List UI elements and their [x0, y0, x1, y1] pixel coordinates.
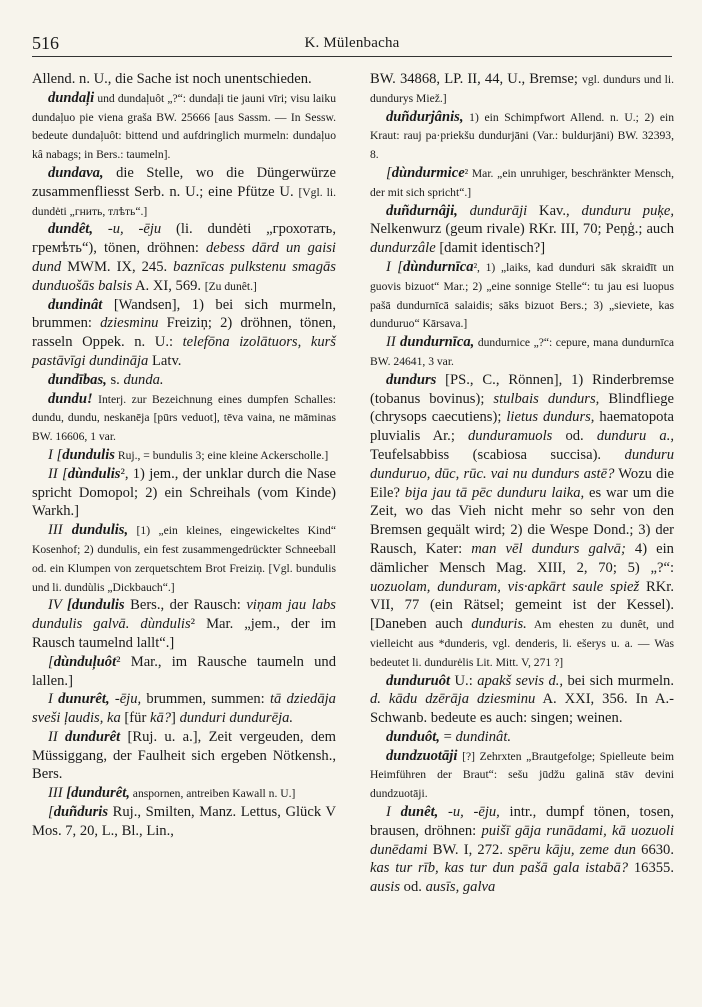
- entry-text: [damit identisch?]: [435, 240, 546, 257]
- entry-text: [: [48, 804, 54, 821]
- right-column: [370, 70, 674, 897]
- page-number: 516: [32, 33, 59, 53]
- headword: dùndulis: [67, 465, 121, 482]
- entry-text: bija jau tā pēc dunduru laika,: [404, 484, 585, 501]
- dictionary-entry: [370, 70, 674, 108]
- dictionary-entry: [370, 202, 674, 258]
- entry-text: [Ruj. u. a.], Zeit vergeuden, dem Müssiggang, der Faulheit sich ergeben Nötkensh., Bers.: [32, 728, 336, 783]
- entry-text: ², 1) „laiks, kad dunduri sāk skraidīt un guovis bizuot“ Mar.; 2) „eine sonnige Stelle“: tu jau esi luopus pašā dundurnīcā salaidis; sāks bizuot Bers.; 3) „sieviete, kas dunduruo“ Kārsava.]: [370, 260, 674, 331]
- running-head: K. Mülenbacha: [304, 35, 400, 51]
- entry-text: [93, 221, 108, 237]
- entry-text: [für: [120, 710, 150, 727]
- entry-text: Ruj., = bundulis 3; eine kleine Ackerscholle.]: [114, 448, 329, 462]
- entry-text: lietus dundurs,: [506, 409, 595, 426]
- entry-text: [Vgl. li. dundėti „гнить, тлѣть“.]: [32, 185, 337, 218]
- entry-text: BW. I, 272.: [427, 841, 509, 858]
- headword: dundības,: [48, 371, 107, 388]
- entry-text: Bers., der Rausch:: [124, 597, 247, 614]
- headword: duñdurnâji,: [386, 202, 458, 219]
- entry-text: -u, -ēju: [107, 221, 162, 238]
- entry-text: BW. 34868, LP. II, 44, U., Bremse;: [370, 71, 583, 87]
- dictionary-entry: [370, 747, 674, 803]
- entry-text: A. XI, 569.: [132, 277, 205, 294]
- entry-text: stulbais dundurs,: [493, 390, 600, 407]
- dictionary-entry: [32, 296, 336, 371]
- entry-text: Am ehesten zu dunêt, und vielleicht aus *dunderis, vgl. denderis, li. ešerys u. a. — Was bedeutet li. dundurėlis Lit. Mitt. V, 271 ?]: [370, 618, 674, 669]
- headword: dùnduļuôt: [53, 653, 117, 670]
- headword: dundu!: [48, 390, 93, 407]
- dictionary-entry: [32, 89, 336, 164]
- entry-text: spēru kāju, zeme dun: [508, 841, 636, 858]
- entry-text: [: [386, 164, 392, 181]
- entry-text: Nelkenwurz (geum rivale) RKr. III, 70; Peņģ.; auch: [370, 221, 674, 238]
- dictionary-entry: [370, 164, 674, 202]
- dictionary-entry: [32, 446, 336, 465]
- entry-text: Kav.,: [527, 202, 582, 219]
- entry-text: -ēju,: [114, 691, 142, 708]
- entry-text: I: [48, 691, 59, 708]
- entry-text: dundurzâle: [370, 240, 436, 257]
- entry-text: MWM. IX, 245.: [61, 258, 174, 275]
- entry-text: dunduru a.,: [596, 428, 674, 445]
- entry-text: uozuolam, dunduram, vis·apkārt saule spiež: [370, 578, 640, 595]
- entry-text: dundurāji: [469, 202, 528, 219]
- entry-text: Freiziņ; 2) dröhnen, tönen, rasseln Oppek. n. U.:: [32, 315, 336, 351]
- entry-text: III: [48, 522, 72, 539]
- headword: dundêt,: [48, 221, 94, 238]
- dictionary-entry: [32, 70, 336, 89]
- entry-text: dunduramuols: [468, 428, 553, 445]
- dictionary-entry: [32, 653, 336, 691]
- entry-text: d. kādu dzērāja dziesminu: [370, 691, 536, 708]
- dictionary-entry: [32, 521, 336, 596]
- headword: [dundurêt,: [66, 785, 130, 802]
- entry-text: [458, 203, 470, 219]
- headword: dundurs: [386, 371, 437, 388]
- entry-text: Teufelsabbiss (scabiosa succisa).: [370, 446, 625, 463]
- entry-text: 4) ein dämlicher Mensch Mag. XIII, 2, 70; 5) „?“:: [370, 540, 674, 576]
- headword: dùndurnīca: [402, 258, 474, 275]
- entry-text: ² Mar. „ein unruhiger, beschränkter Mensch, der mit sich spricht“.]: [370, 166, 674, 199]
- dictionary-entry: [370, 803, 674, 897]
- dictionary-entry: [32, 220, 336, 295]
- headword: dundinât: [48, 296, 103, 313]
- entry-text: ² Mar. „jem., der im Rausch taumelnd lallt“.]: [32, 616, 336, 651]
- headword: dundulis: [62, 446, 115, 463]
- entry-text: [PS., C., Rönnen], 1) Rinderbremse (tobanus bovinus);: [370, 371, 674, 407]
- dictionary-entry: [32, 728, 336, 784]
- left-column: [32, 70, 336, 841]
- entry-text: Blindfliege (chrysops caecutiens);: [370, 390, 674, 426]
- headword: dundzuotāji: [386, 747, 458, 764]
- entry-text: dunduris.: [471, 616, 527, 633]
- dictionary-entry: [32, 371, 336, 390]
- entry-text: s.: [106, 371, 124, 388]
- entry-text: dziesminu: [100, 315, 159, 332]
- page-header: [32, 32, 672, 57]
- entry-text: puišī gāja runādami, kā uozuoli dunēdami: [370, 822, 674, 858]
- headword: dùndurmice: [391, 164, 465, 181]
- entry-text: I [: [48, 446, 63, 463]
- entry-text: brummen, summen:: [141, 691, 270, 708]
- entry-text: bei sich murmeln.: [563, 672, 674, 689]
- dictionary-entry: [370, 672, 674, 728]
- headword: dundulis,: [71, 522, 129, 539]
- entry-text: 1) ein Schimpfwort Allend. n. U.; 2) ein Kraut: rauj pa·priekšu dundurjāni (Var.: buldurjāni) BW. 32393, 8.: [370, 110, 674, 162]
- entry-text: III: [48, 785, 67, 802]
- entry-text: haematopota pluvialis Ar.;: [370, 409, 674, 445]
- headword: dunduruôt: [386, 672, 451, 689]
- entry-text: -u, -ēju,: [447, 804, 500, 821]
- entry-text: Wozu die Eile?: [370, 465, 674, 501]
- dictionary-entry: [32, 596, 336, 652]
- entry-text: debess dārd un gaisi dund: [32, 240, 336, 275]
- dictionary-entry: [32, 784, 336, 803]
- entry-text: es war um die Zeit, wo das Vieh nicht mehr so sehr von den Bremsen gequält wird; 2) die Wespe Dond.; 3) der Rausch, Kater:: [370, 484, 674, 557]
- headword: dundava,: [48, 164, 104, 181]
- headword: dundurnīca,: [400, 334, 475, 351]
- entry-text: anspornen, antreiben Kawall n. U.]: [129, 787, 296, 801]
- entry-text: [: [48, 653, 54, 670]
- headword: dundurêt: [65, 728, 121, 745]
- headword: [dundulis: [67, 597, 125, 614]
- entry-text: ², 1) jem., der unklar durch die Nase spricht Domopol; 2) ein Schreihals (vom Kinde) Warkh.]: [32, 465, 336, 520]
- entry-text: intr., dumpf tönen, tosen, brausen, dröhnen:: [370, 804, 674, 839]
- entry-text: ausīs, galva: [425, 879, 496, 896]
- entry-text: dunduri dundurēja.: [179, 710, 294, 727]
- entry-text: Allend. n. U., die Sache ist noch unentschieden.: [32, 71, 312, 87]
- entry-text: die Stelle, wo die Düngerwürze zusammenfliesst Serb. n. U.; eine Pfütze U.: [32, 164, 336, 200]
- dictionary-entry: [32, 803, 336, 841]
- headword: dunurêt,: [58, 691, 110, 708]
- entry-text: I: [386, 804, 401, 821]
- entry-text: tā dziedāja sveši ļaudis, ka: [32, 691, 336, 727]
- entry-text: [Wandsen], 1) bei sich murmeln, brummen:: [32, 296, 336, 332]
- dictionary-entry: [370, 258, 674, 333]
- entry-text: I [: [386, 258, 403, 275]
- entry-text: dundinât.: [455, 728, 512, 745]
- entry-text: Ruj., Smilten, Manz. Lettus, Glück V Mos. 7, 20, L., Bl., Lin.,: [32, 804, 336, 839]
- dictionary-entry: [370, 371, 674, 672]
- entry-text: vgl. dundurs und li. dundurys Miež.]: [370, 73, 674, 105]
- entry-text: dunduru dunduruo, dūc, rūc. vai nu dundurs astē?: [370, 446, 674, 482]
- dictionary-entry: [32, 690, 336, 728]
- entry-text: viņam jau labs dundulis galvā. dùndulis: [32, 597, 336, 633]
- entry-text: U.:: [450, 672, 478, 689]
- entry-text: ]: [171, 710, 180, 727]
- entry-text: [?] Zehrxten „Brautgefolge; Spielleute beim Heimführen der Braut“: sešu jūdžu galinā stāv devini dundzuotāji.: [370, 749, 674, 801]
- entry-text: RKr. VII, 77 (ein Rätsel; gemeint ist der Kessel). [Daneben auch: [370, 578, 674, 633]
- headword: dundaļi: [48, 89, 95, 106]
- entry-text: od.: [400, 879, 426, 896]
- entry-text: Latv.: [148, 352, 182, 369]
- entry-text: IV: [48, 597, 68, 614]
- dictionary-entry: [370, 728, 674, 747]
- entry-text: dundurnice „?“: cepure, mana dundurnīca BW. 24641, 3 var.: [370, 336, 674, 368]
- entry-text: ausis: [370, 879, 401, 896]
- dictionary-entry: [370, 108, 674, 164]
- entry-text: od.: [552, 428, 597, 445]
- entry-text: 6630.: [635, 841, 675, 858]
- headword: duñdurjânis,: [386, 108, 464, 125]
- entry-text: 16355.: [628, 860, 675, 877]
- entry-text: =: [439, 728, 456, 745]
- entry-text: [1) „ein kleines, eingewickeltes Kind“ Kosenhof; 2) dundulis, ein fest zusammengedrückter Schneeball od. ein Klumpen von zerquetschtem Brot Freiziņ. [Vgl. bundulis und li. dundùlis „Dickbauch“.]: [32, 524, 336, 594]
- entry-text: dunda.: [123, 371, 164, 388]
- dictionary-entry: [32, 390, 336, 446]
- entry-text: man vēl dundurs galvā;: [471, 540, 626, 557]
- headword: dunduôt,: [386, 728, 440, 745]
- entry-text: ² Mar., im Rausche taumeln und lallen.]: [32, 653, 336, 689]
- dictionary-entry: [32, 465, 336, 521]
- entry-text: baznīcas pulkstenu smagās dunduošās balsis: [32, 258, 336, 294]
- entry-text: [Zu dunêt.]: [204, 279, 257, 293]
- dictionary-entry: [370, 333, 674, 371]
- entry-text: (li. dundėti „грохотать, гремѣть“), tönen, dröhnen:: [32, 221, 336, 257]
- dictionary-entry: [32, 164, 336, 220]
- headword: duñduris: [53, 804, 109, 821]
- entry-text: Interj. zur Bezeichnung eines dumpfen Schalles: dundu, dundu, neskanēja [pūrs veduot], tēva vaina, ne māminas BW. 16606, 1 var.: [32, 392, 336, 444]
- entry-text: [438, 804, 448, 820]
- entry-text: kā?: [149, 710, 172, 727]
- entry-text: und dundaļuôt „?“: dundaļi tie jauni vīri; visu laiku dundaļuo pie viena graša BW. 25666 [aus Sassm. — In Sessw. bedeute dundaļuôt: bittend und aufdringlich murmeln: dundaļuo kâ nabags; in Bers.: taumeln].: [32, 91, 336, 162]
- entry-text: apakš sevis d.,: [477, 672, 564, 689]
- entry-text: II: [48, 728, 66, 745]
- entry-text: II: [386, 334, 401, 351]
- entry-text: kas tur rīb, kas tur dun pašā gala istabā?: [370, 860, 629, 877]
- entry-text: dunduru puķe,: [581, 202, 674, 219]
- entry-text: A. XXI, 356. In A.-Schwanb. bedeute es auch: singen; weinen.: [370, 691, 674, 727]
- entry-text: II [: [48, 465, 68, 482]
- headword: dunêt,: [400, 804, 439, 821]
- entry-text: telefōna izolātuors, kurš pastāvīgi dundināja: [32, 334, 336, 369]
